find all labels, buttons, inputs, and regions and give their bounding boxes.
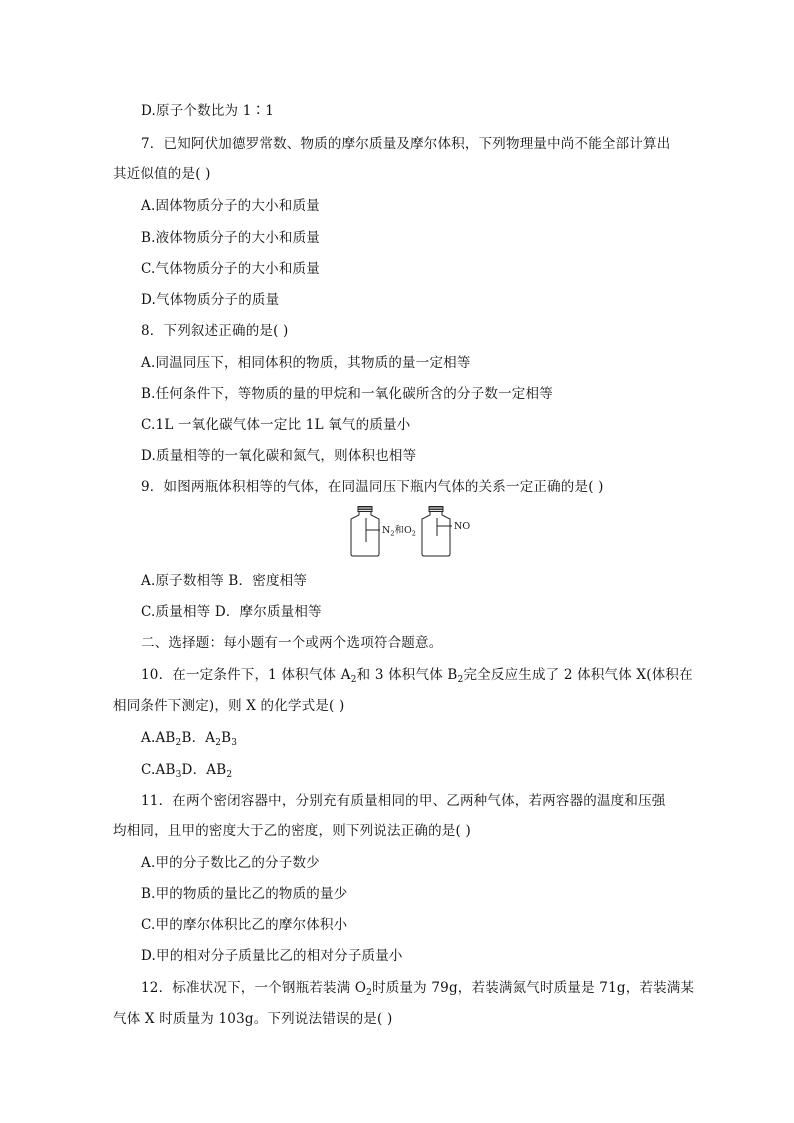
- q8-option-b: B.任何条件下，等物质的量的甲烷和一氧化碳所含的分子数一定相等: [141, 386, 553, 402]
- q10-option-ab: $A.AB_2B$．$A_2B_3$: [141, 730, 238, 748]
- bottle2-label: NO: [454, 521, 471, 532]
- q8-option-c: C.1L 一氧化碳气体一定比 1L 氧气的质量小: [141, 417, 411, 433]
- q10-stem: 10．在一定条件下，1 体积气体 $A_2$和 3 体积气体 $B_2$完全反应生成了 2 体积气体 X(体积在: [141, 667, 693, 685]
- q11-option-d: D.甲的相对分子质量比乙的相对分子质量小: [141, 948, 403, 964]
- q11-option-b: B.甲的物质的量比乙的物质的量少: [141, 886, 348, 902]
- q8-option-d: D.质量相等的一氧化碳和氮气，则体积也相等: [141, 448, 417, 464]
- q10-stem-cont: 相同条件下测定)，则 X 的化学式是( ): [113, 698, 345, 714]
- q10-option-cd: $C.AB_3D$．$AB_2$: [141, 762, 233, 780]
- bottle-icon-1: [351, 507, 380, 557]
- q9-option-ab: A.原子数相等 B．密度相等: [141, 573, 308, 589]
- q9-stem: 9．如图两瓶体积相等的气体，在同温同压下瓶内气体的关系一定正确的是( ): [141, 479, 604, 495]
- q8-stem: 8．下列叙述正确的是( ): [141, 323, 289, 339]
- bottle1-label: $N_2$和$O_2$: [382, 525, 416, 538]
- q7-option-d: D.气体物质分子的质量: [141, 292, 280, 308]
- q7-option-c: C.气体物质分子的大小和质量: [141, 261, 320, 277]
- q9-option-cd: C.质量相等 D．摩尔质量相等: [141, 604, 322, 620]
- section-heading: 二、选择题：每小题有一个或两个选项符合题意。: [141, 635, 443, 651]
- q12-stem: 12．标准状况下，一个钢瓶若装满 $O_2$时质量为 79g，若装满氮气时质量是 71g，若装满某: [141, 980, 695, 998]
- q7-option-b: B.液体物质分子的大小和质量: [141, 230, 321, 246]
- q7-stem: 7．已知阿伏加德罗常数、物质的摩尔质量及摩尔体积，下列物理量中尚不能全部计算出: [141, 136, 671, 152]
- q12-stem-cont: 气体 X 时质量为 103g。下列说法错误的是( ): [113, 1011, 393, 1027]
- q6-option-d: D.原子个数比为 1∶1: [141, 103, 275, 119]
- q7-stem-cont: 其近似值的是( ): [113, 166, 211, 182]
- gas-bottles-figure: [346, 506, 476, 558]
- q11-stem: 11．在两个密闭容器中，分别充有质量相同的甲、乙两种气体，若两容器的温度和压强: [141, 793, 666, 809]
- q7-option-a: A.固体物质分子的大小和质量: [141, 198, 320, 214]
- q11-option-a: A.甲的分子数比乙的分子数少: [141, 855, 320, 871]
- q11-stem-cont: 均相同，且甲的密度大于乙的密度，则下列说法正确的是( ): [113, 823, 471, 839]
- bottle-icon-2: [422, 507, 452, 557]
- q11-option-c: C.甲的摩尔体积比乙的摩尔体积小: [141, 917, 348, 933]
- q8-option-a: A.同温同压下，相同体积的物质，其物质的量一定相等: [141, 355, 471, 371]
